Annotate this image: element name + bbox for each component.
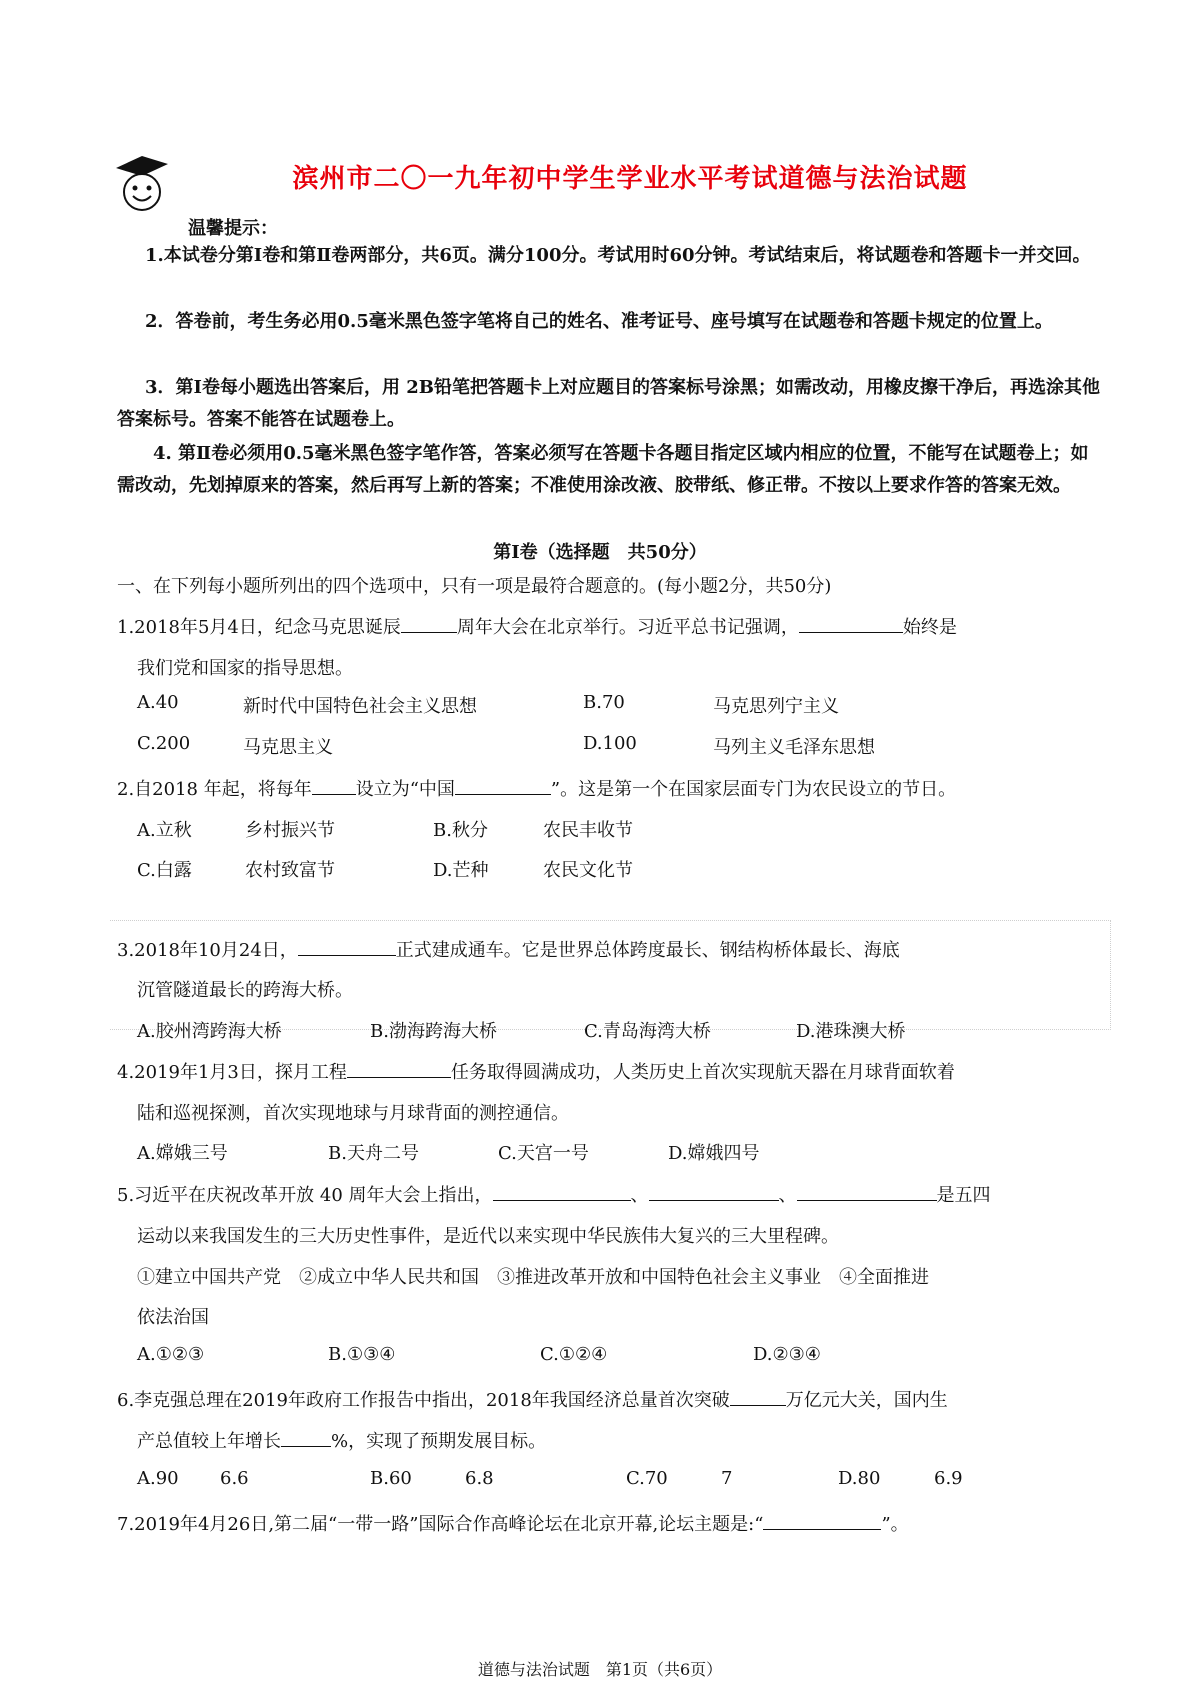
q2-option-a-text: 乡村振兴节 [245, 820, 335, 841]
q6-text-b: 万亿元大关，国内生 [785, 1390, 948, 1411]
q1-blank-1 [401, 614, 457, 633]
q2-option-c-text: 农村致富节 [245, 860, 335, 881]
q1-text-a: 1.2018年5月4日，纪念马克思诞辰 [117, 617, 401, 638]
q3-blank-1 [298, 937, 396, 956]
q4-option-d: D.嫦娥四号 [668, 1143, 760, 1164]
q2-blank-1 [312, 776, 356, 795]
q1-line-2: 我们党和国家的指导思想。 [137, 658, 353, 679]
q3-option-a: A.胶州湾跨海大桥 [137, 1021, 282, 1042]
q5-option-c: C.①②④ [540, 1344, 608, 1365]
q3-option-c: C.青岛海湾大桥 [584, 1021, 711, 1042]
q6-text-d: %，实现了预期发展目标。 [331, 1431, 547, 1452]
q2-blank-2 [455, 776, 551, 795]
notice-3: 3．第Ⅰ卷每小题选出答案后，用 2B铅笔把答题卡上对应题目的答案标号涂黑；如需改动，用橡皮擦干净后，再选涂其他答案标号。答案不能答在试题卷上。 [117, 377, 1100, 430]
q6-option-c: C.70 [626, 1468, 668, 1489]
q5-sep-1: 、 [630, 1185, 649, 1206]
q6-option-b: B.60 [370, 1468, 412, 1489]
q5-blank-1 [493, 1182, 631, 1201]
notice-4: 4. 第Ⅱ卷必须用0.5毫米黑色签字笔作答，答案必须写在答题卡各题目指定区域内相应的位置，不能写在试题卷上；如需改动，先划掉原来的答案，然后再写上新的答案；不准使用涂改液、胶带纸、修正带。不按以上要求作答的答案无效。 [117, 443, 1089, 496]
page-footer: 道德与法治试题 第1页（共6页） [477, 1660, 723, 1679]
q2-option-d-text: 农民文化节 [543, 860, 633, 881]
q5-blank-2 [649, 1182, 779, 1201]
q4-blank-1 [347, 1059, 451, 1078]
q4-line-2: 陆和巡视探测，首次实现地球与月球背面的测控通信。 [137, 1103, 569, 1124]
q3-text-a: 3.2018年10月24日， [117, 940, 298, 961]
q2-option-c: C.白露 [137, 860, 192, 881]
q1-option-b: B.70 [583, 692, 625, 713]
q5-option-d: D.②③④ [753, 1344, 821, 1365]
q3-text-b: 正式建成通车。它是世界总体跨度最长、钢结构桥体最长、海底 [395, 940, 900, 961]
q2-option-a: A.立秋 [137, 820, 192, 841]
q4-option-a: A.嫦娥三号 [137, 1143, 228, 1164]
q4-option-b: B.天舟二号 [328, 1143, 419, 1164]
q5-items-line-2: 依法治国 [137, 1307, 209, 1328]
q6-option-d: D.80 [838, 1468, 881, 1489]
q5-sep-2: 、 [778, 1185, 797, 1206]
q4-text-b: 任务取得圆满成功，人类历史上首次实现航天器在月球背面软着 [450, 1062, 955, 1083]
q3-option-d: D.港珠澳大桥 [796, 1021, 906, 1042]
question-6 [117, 1386, 948, 1412]
q7-text-a: 7.2019年4月26日,第二届“一带一路”国际合作高峰论坛在北京开幕,论坛主题是:“ [117, 1514, 764, 1535]
q6-text-c: 产总值较上年增长 [137, 1431, 281, 1452]
q6-option-d-value: 6.9 [934, 1468, 963, 1489]
q1-option-c-text: 马克思主义 [243, 737, 333, 758]
q1-text-c: 始终是 [902, 617, 957, 638]
exam-title: 滨州市二〇一九年初中学生学业水平考试道德与法治试题 [292, 164, 968, 194]
q6-blank-1 [730, 1387, 786, 1406]
q1-option-d-text: 马列主义毛泽东思想 [713, 737, 875, 758]
q1-text-b: 周年大会在北京举行。习近平总书记强调， [456, 617, 799, 638]
q6-text-a: 6.李克强总理在2019年政府工作报告中指出，2018年我国经济总量首次突破 [117, 1390, 730, 1411]
q7-text-b: ”。 [881, 1514, 909, 1535]
q2-option-b: B.秋分 [433, 820, 488, 841]
notice-2: 2．答卷前，考生务必用0.5毫米黑色签字笔将自己的姓名、准考证号、座号填写在试题卷和答题卡规定的位置上。 [145, 311, 1053, 332]
q5-option-b: B.①③④ [328, 1344, 396, 1365]
q5-items: ①建立中国共产党 ②成立中华人民共和国 ③推进改革开放和中国特色社会主义事业 ④全面推进 [137, 1267, 929, 1288]
q6-option-a-value: 6.6 [220, 1468, 249, 1489]
q5-line-2: 运动以来我国发生的三大历史性事件，是近代以来实现中华民族伟大复兴的三大里程碑。 [137, 1226, 839, 1247]
q5-text-end: 是五四 [936, 1185, 991, 1206]
q1-option-a-text: 新时代中国特色社会主义思想 [243, 696, 477, 717]
q4-text-a: 4.2019年1月3日，探月工程 [117, 1062, 347, 1083]
q5-blank-3 [797, 1182, 937, 1201]
instruction: 一、在下列每小题所列出的四个选项中，只有一项是最符合题意的。(每小题2分，共50分) [117, 576, 832, 597]
q6-line-2 [137, 1427, 546, 1453]
q1-option-b-text: 马克思列宁主义 [713, 696, 839, 717]
tips-heading: 温馨提示： [188, 218, 278, 239]
q6-option-c-value: 7 [721, 1468, 733, 1489]
q2-text-b: 设立为“中国 [355, 779, 455, 800]
question-1 [117, 613, 957, 639]
question-2 [117, 775, 956, 801]
notice-1: 1.本试卷分第Ⅰ卷和第Ⅱ卷两部分，共6页。满分100分。考试用时60分钟。考试结束后，将试题卷和答题卡一并交回。 [145, 245, 1091, 266]
section-title: 第Ⅰ卷（选择题 共50分） [493, 542, 707, 563]
q5-text-a: 5.习近平在庆祝改革开放 40 周年大会上指出， [117, 1185, 493, 1206]
q4-option-c: C.天宫一号 [498, 1143, 589, 1164]
question-4 [117, 1058, 955, 1084]
q7-blank-1 [763, 1511, 881, 1530]
q3-line-2: 沉管隧道最长的跨海大桥。 [137, 980, 353, 1001]
q6-option-a: A.90 [137, 1468, 179, 1489]
q1-blank-2 [799, 614, 903, 633]
question-5 [117, 1181, 991, 1207]
question-7 [117, 1510, 909, 1536]
q6-blank-2 [281, 1428, 331, 1447]
q1-option-d: D.100 [583, 733, 637, 754]
q2-text-a: 2.自2018 年起，将每年 [117, 779, 312, 800]
q3-option-b: B.渤海跨海大桥 [370, 1021, 497, 1042]
question-3 [117, 936, 900, 962]
q1-option-a: A.40 [137, 692, 179, 713]
q6-option-b-value: 6.8 [465, 1468, 494, 1489]
q2-option-b-text: 农民丰收节 [543, 820, 633, 841]
q1-option-c: C.200 [137, 733, 191, 754]
q2-option-d: D.芒种 [433, 860, 489, 881]
q2-text-c: ”。这是第一个在国家层面专门为农民设立的节日。 [550, 779, 957, 800]
q5-option-a: A.①②③ [137, 1344, 205, 1365]
